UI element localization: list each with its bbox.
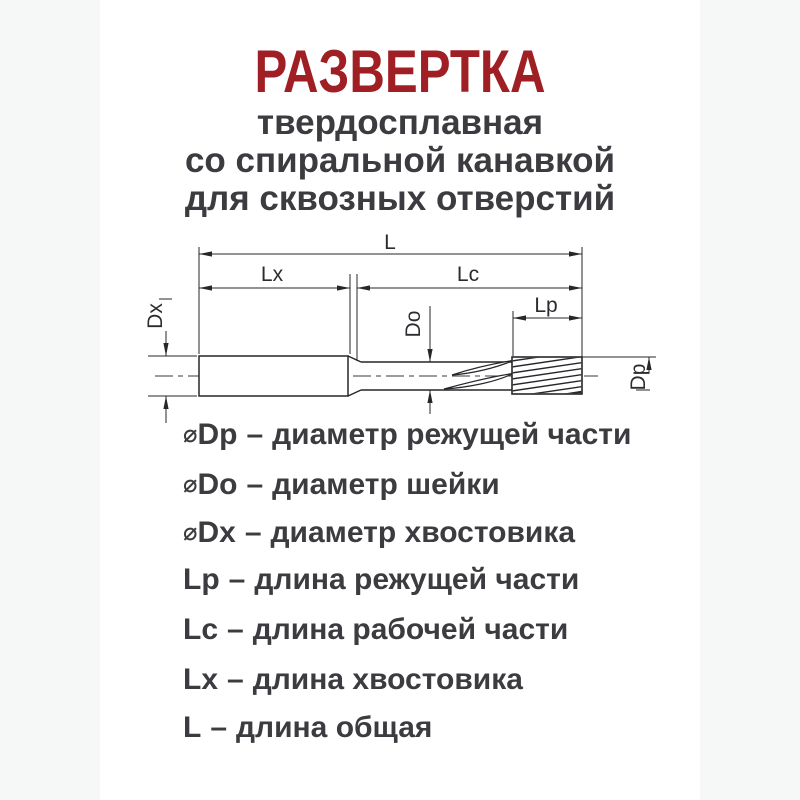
legend-item-lc <box>183 611 568 649</box>
legend-item-do <box>183 466 500 504</box>
legend-separator: – <box>227 613 244 646</box>
reamer-outline <box>199 350 586 404</box>
legend-separator: – <box>246 418 264 451</box>
subtitle-line-3: для сквозных отверстий <box>184 179 616 218</box>
diameter-sign: ⌀ <box>183 471 198 498</box>
dim-label-dx: Dx <box>144 303 167 329</box>
dim-label-lc: Lc <box>456 263 480 286</box>
legend-separator: – <box>227 663 244 696</box>
legend-separator: – <box>210 711 228 744</box>
legend-description: диаметр шейки <box>272 468 500 501</box>
page-title: РАЗВЕРТКА <box>254 38 546 105</box>
subtitle-line-1: твердосплавная <box>256 103 544 142</box>
dim-label-dp: Dp <box>627 363 650 391</box>
legend-description: длина рабочей части <box>252 613 569 646</box>
dim-label-do: Do <box>402 310 425 338</box>
legend-item-lx <box>183 661 523 699</box>
technical-drawing <box>100 228 700 428</box>
legend-description: длина режущей части <box>254 563 580 596</box>
legend-item-dp <box>183 416 631 454</box>
dim-label-lx: Lx <box>260 263 284 286</box>
photo-panel <box>100 0 700 800</box>
diameter-sign: ⌀ <box>183 421 198 448</box>
legend-description: диаметр режущей части <box>272 418 632 451</box>
legend-symbol: Dp <box>197 418 238 451</box>
subtitle <box>100 104 700 218</box>
legend-item-lp <box>183 561 579 599</box>
diameter-sign: ⌀ <box>183 519 198 546</box>
legend-description: длина хвостовика <box>252 663 523 696</box>
dim-label-l: L <box>384 231 396 254</box>
legend-symbol: Do <box>197 468 238 501</box>
dim-label-lp: Lp <box>534 294 558 317</box>
legend-separator: – <box>228 563 246 596</box>
legend-item-dx <box>183 514 575 552</box>
legend-description: длина общая <box>236 711 433 744</box>
legend-symbol: Dx <box>197 516 236 549</box>
legend-symbol: Lx <box>183 663 219 696</box>
legend-symbol: Lp <box>183 563 220 596</box>
legend-symbol: Lc <box>183 613 219 646</box>
legend-item-l <box>183 709 432 747</box>
shank-outline <box>199 356 348 396</box>
legend-separator: – <box>246 468 264 501</box>
legend-description: диаметр хвостовика <box>270 516 576 549</box>
subtitle-line-2: со спиральной канавкой <box>184 141 616 180</box>
legend-symbol: L <box>183 711 202 744</box>
legend-separator: – <box>244 516 262 549</box>
